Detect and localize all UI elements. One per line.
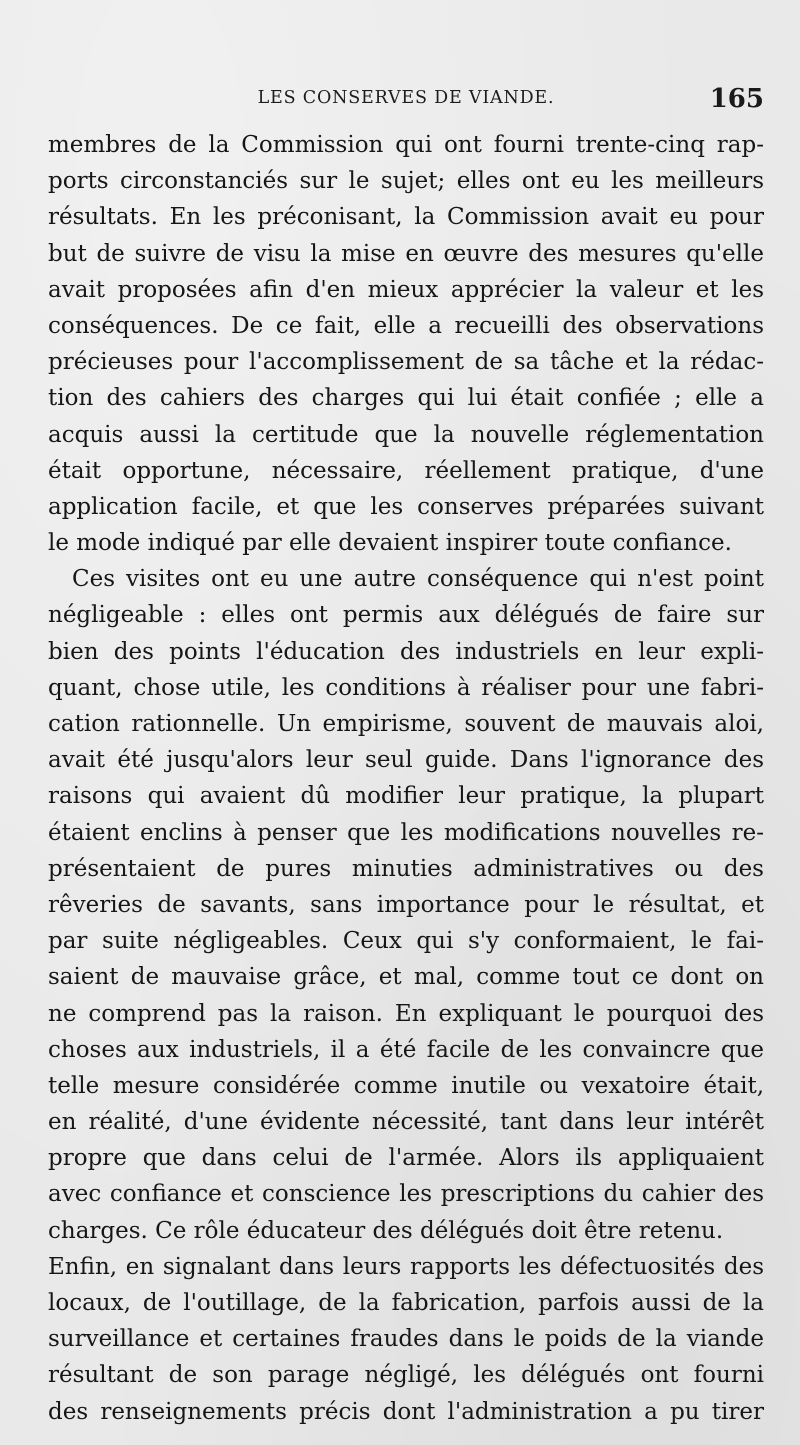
text-line: surveillance et certaines fraudes dans le poids de la viande (48, 1326, 764, 1353)
text-line: acquis aussi la certitude que la nouvelle réglementation (48, 421, 764, 448)
text-line: tion des cahiers des charges qui lui était confiée ; elle a (48, 385, 764, 412)
text-line: avec confiance et conscience les prescriptions du cahier des (48, 1181, 764, 1208)
text-line: avait été jusqu'alors leur seul guide. Dans l'ignorance des (48, 747, 764, 774)
page-number: 165 (709, 84, 764, 114)
text-line: locaux, de l'outillage, de la fabrication, parfois aussi de la (48, 1290, 764, 1316)
text-line: résultant de son parage négligé, les délégués ont fourni (48, 1362, 764, 1389)
text-line: présentaient de pures minuties administratives ou des (48, 855, 764, 882)
text-line: application facile, et que les conserves préparées suivant (48, 493, 764, 520)
text-line: quant, chose utile, les conditions à réaliser pour une fabri- (48, 674, 764, 701)
text-line: négligeable : elles ont permis aux délégués de faire sur (48, 602, 764, 629)
text-line: telle mesure considérée comme inutile ou vexatoire était, (48, 1072, 764, 1099)
running-header (48, 84, 764, 118)
text-line: propre que dans celui de l'armée. Alors ils appliquaient (48, 1145, 764, 1172)
text-line: précieuses pour l'accomplissement de sa tâche et la rédac- (48, 349, 764, 376)
text-line: des renseignements précis dont l'administration a pu tirer (48, 1398, 764, 1425)
text-line: raisons qui avaient dû modifier leur pratique, la plupart (48, 783, 764, 810)
text-line: le mode indiqué par elle devaient inspirer toute confiance. (48, 530, 732, 557)
text-line: étaient enclins à penser que les modifications nouvelles re- (48, 819, 764, 846)
body-text (48, 127, 764, 1430)
text-line: était opportune, nécessaire, réellement pratique, d'une (48, 457, 764, 484)
text-line: saient de mauvaise grâce, et mal, comme tout ce dont on (48, 964, 764, 991)
text-line: Ces visites ont eu une autre conséquence qui n'est point (72, 566, 764, 593)
text-line: Enfin, en signalant dans leurs rapports les défectuosités des (48, 1253, 764, 1280)
text-line: résultats. En les préconisant, la Commission avait eu pour (48, 204, 764, 231)
running-title: LES CONSERVES DE VIANDE. (257, 88, 555, 108)
text-line: ne comprend pas la raison. En expliquant le pourquoi des (48, 1000, 764, 1027)
text-line: cation rationnelle. Un empirisme, souvent de mauvais aloi, (48, 711, 764, 737)
text-line: par suite négligeables. Ceux qui s'y conformaient, le fai- (48, 928, 764, 955)
text-line: rêveries de savants, sans importance pour le résultat, et (48, 891, 764, 918)
text-line: charges. Ce rôle éducateur des délégués doit être retenu. (48, 1217, 724, 1244)
text-line: choses aux industriels, il a été facile de les convaincre que (48, 1036, 764, 1063)
text-line: bien des points l'éducation des industriels en leur expli- (48, 638, 764, 665)
text-line: conséquences. De ce fait, elle a recueilli des observations (48, 312, 764, 339)
text-line: membres de la Commission qui ont fourni trente-cinq rap- (48, 132, 764, 158)
text-line: en réalité, d'une évidente nécessité, tant dans leur intérêt (48, 1109, 764, 1136)
text-line: avait proposées afin d'en mieux apprécier la valeur et les (48, 276, 764, 303)
text-line: ports circonstanciés sur le sujet; elles ont eu les meilleurs (48, 168, 764, 195)
text-line: but de suivre de visu la mise en œuvre des mesures qu'elle (48, 240, 764, 267)
